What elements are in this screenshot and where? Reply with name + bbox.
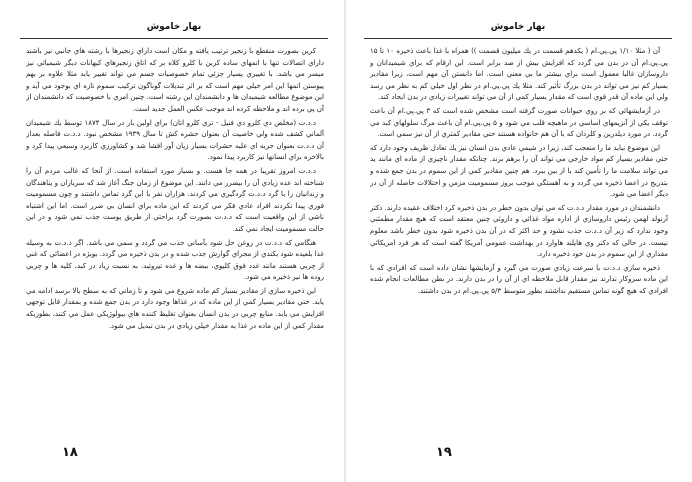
book-gutter (344, 0, 346, 482)
paragraph: د.د.ت (مخلص دي كلرو دي فنيل - تري كلرو اتان) براي اولين بار در سال ۱۸۷۴ توسط يك شيميدان آلماني كشف شده ولي خاصيت آن بعنوان حشره كش تا سال ۱۹۳۹ مشخص نبود. د.د.ت فاصله بعداز آن د.د.ت بعنوان حربه اي عليه حشرات بسيار زيان آور افشا شد و كشاورزي كاربرد وسيعي پيدا كرد و بالاخره براي انسانها نيز كاربرد پيدا نمود. (26, 118, 324, 162)
page-body-text (370, 46, 668, 442)
page-number: ۱۸ (62, 445, 78, 460)
paragraph: د.د.ت امروز تقريبا در همه جا هست. و بسيار مورد استفاده است. از آنجا كه غالب مردم آن را شناخته اند عده زيادي آن را بيضرر مي دانند. اين موضوع از زمان جنگ آغاز شد كه سربازان و پناهندگان و زندانيان را با گرد د.د.ت گردگيري مي كردند. هزاران نفر با اين گرد تماس داشتند و چون مسموميت فوري پيدا نكردند افراد عادي فكر مي كردند كه اين ماده براي انسان بي ضرر است. اما اين اشتباه ناشي از اين واقعيت است كه د.د.ت بصورت گرد براحتي از طريق پوست جذب نمي شود و در اين حالت مسموميت ايجاد نمي كند. (26, 166, 324, 233)
book-page-right (350, 6, 686, 476)
page-header (364, 6, 672, 44)
paragraph: آن ( مثلا ۱/۱۰ پي.پي.ام ( يكدهم قسمت در يك ميليون قسمت )) همراه با غذا باعث ذخيره ۱۰ تا ۱۵ پي.پي.ام آن در بدن مي گردد كه افزايش بيش از صد برابر است. اين ارقام كه براي شيميدانان و داروسازان غالبا معمول است براي بيشتر ما بي معني است. اما دانستن آن مهم است، زيرا مقادير بسيار كم نيز مي تواند در بدن بزرگ تأثير كند. مثلا يك پي.پي.ام در نظر اول خيلي كم به نظر مي رسد ولي اين ماده آن قدر قوي است كه مقدار بسيار كمي از آن مي تواند تغييرات زيادي در بدن ايجاد كند. (370, 47, 668, 102)
paragraph: ذخيره سازي د.د.ت با سرعت زيادي صورت مي گيرد و آزمايشها نشان داده است كه افرادي كه با اين ماده سروكار ندارند نيز مقدار قابل ملاحظه اي از آن را در بدن دارند. در بطن مطالعات انجام شده افرادي كه هيچ گونه تماس مستقيم نداشتند بطور متوسط ۵/۳ پي.پي.ام در بدن داشتند. (370, 263, 668, 295)
paragraph: اين موضوع نبايد ما را متعجب كند، زيرا در شيمي عادي بدن انسان نيز يك تعادل ظريف وجود دارد كه حتي مقادير بسيار كم مواد خارجي مي تواند آن را برهم بزند. چنانكه مقدار ناچيزي از ماده اي مانند يد مي تواند سلامت ما را تأمين كند يا از بين ببرد. هم چنين مقادير كمي از اين سموم در بدن جمع شده و بتدريج در اعضا ذخيره مي گردد و به آهستگي موجب بروز مسموميت مزمن و اختلالات حاصله از آن در ديگر اعضا مي شود. (370, 143, 668, 199)
book-page-left (6, 6, 342, 476)
page-header (20, 6, 328, 44)
paragraph: اين ذخيره سازي از مقادير بسيار كم ماده شروع مي شود و تا زماني كه به سطح بالا برسد ادامه مي يابد. حتي مقادير بسيار كمي از اين ماده كه در غذاها وجود دارد در بدن جمع شده و بمقدار قابل توجهي افزايش مي يابد. منابع چربي در بدن انسان بعنوان تغليظ كننده هاي بيولوژيكي عمل مي كنند، بطوريكه مقدار كمي از اين ماده در غذا به مقدار خيلي زيادي در بدن تبديل مي شود. (26, 286, 324, 330)
paragraph: هنگامي كه د.د.ت در روغن حل شود بآساني جذب مي گردد و سمي مي باشد. اگر د.د.ت به وسيله غذا بلعيده شود بكندي از مجراي گوارش جذب شده و در بدن ذخيره مي گردد. بويژه در اعضائي كه غني از چربي هستند مانند غدد فوق كليوي، بيضه ها و غده تيروئيد. به نسبت زياد در كبد، كليه ها و چربي روده ها نيز ذخيره مي شود. (26, 238, 324, 282)
header-rule (20, 38, 328, 39)
running-title: بهار خاموش (146, 22, 202, 32)
paragraph: دانشمندان در مورد مقدار د.د.ت كه مي توان بدون خطر در بدن ذخيره كرد اختلاف عقيده دارند. دكتر آرنولد لهمن رئيس داروسازي از اداره مواد غذائي و داروئي چنين معتقد است كه هيچ مقدار مطمئني وجود ندارد كه زير آن د.د.ت جذب نشود و حد اكثر كه در آن بدن ذخيره شود بدون خطر باشد معلوم نيست. در حالي كه دكتر وي هايلند هاوارد در بهداشت عمومي آمريكا گفته است كه هر فرد امريكائي مقداري از اين سموم در بدن خود ذخيره دارد. (370, 203, 668, 259)
running-title: بهار خاموش (490, 22, 546, 32)
page-body-text (26, 46, 324, 442)
header-rule (364, 38, 672, 39)
paragraph: در آزمايشهائي كه بر روي حيوانات صورت گرفته است مشخص شده است كه ۳ پي.پي.ام آن باعث توقف يكي از آنزيمهاي اساسي در ماهيچه قلب مي شود و ۵ پي.پي.ام آن باعث مرگ سلولهاي كبد مي گردد. در مورد ديلدرين و كلردان كه با آن هم خانواده هستند حتي مقادير كمتري از آن نيز سمي است. (370, 106, 668, 139)
page-number: ۱۹ (436, 445, 452, 460)
paragraph: کرین بصورت منقطع با زنجیر ترتیب یافته و مکان است داراي زنجیرها با رشته هاي جانبي نیز باشند داراي اتصالات تنها با اتمهاي ساده كربن با كلرو كلاه بر كه اتاق زنجيرهاي كيهانات ديگر شيميائي نيز ميسر مي باشد. با تغييري بسيار جزئي تمام خصوصيات جسم مي تواند تغيير يابد مثلا علاوه بر بهم پيوستن اتمها اين امر خيلي مهم است كه بر اثر تبديلات گوناگون تركيب سموم تازه اي بوجود مي آيد و اين موضوع مطالعه شيميدان ها و دانشمندان اين رشته است. چنين امري با خصوصيت كه دانشمندان از آن پي برده اند و ملاحظه كرده اند موجب عكس العمل جديد است. (26, 47, 324, 113)
